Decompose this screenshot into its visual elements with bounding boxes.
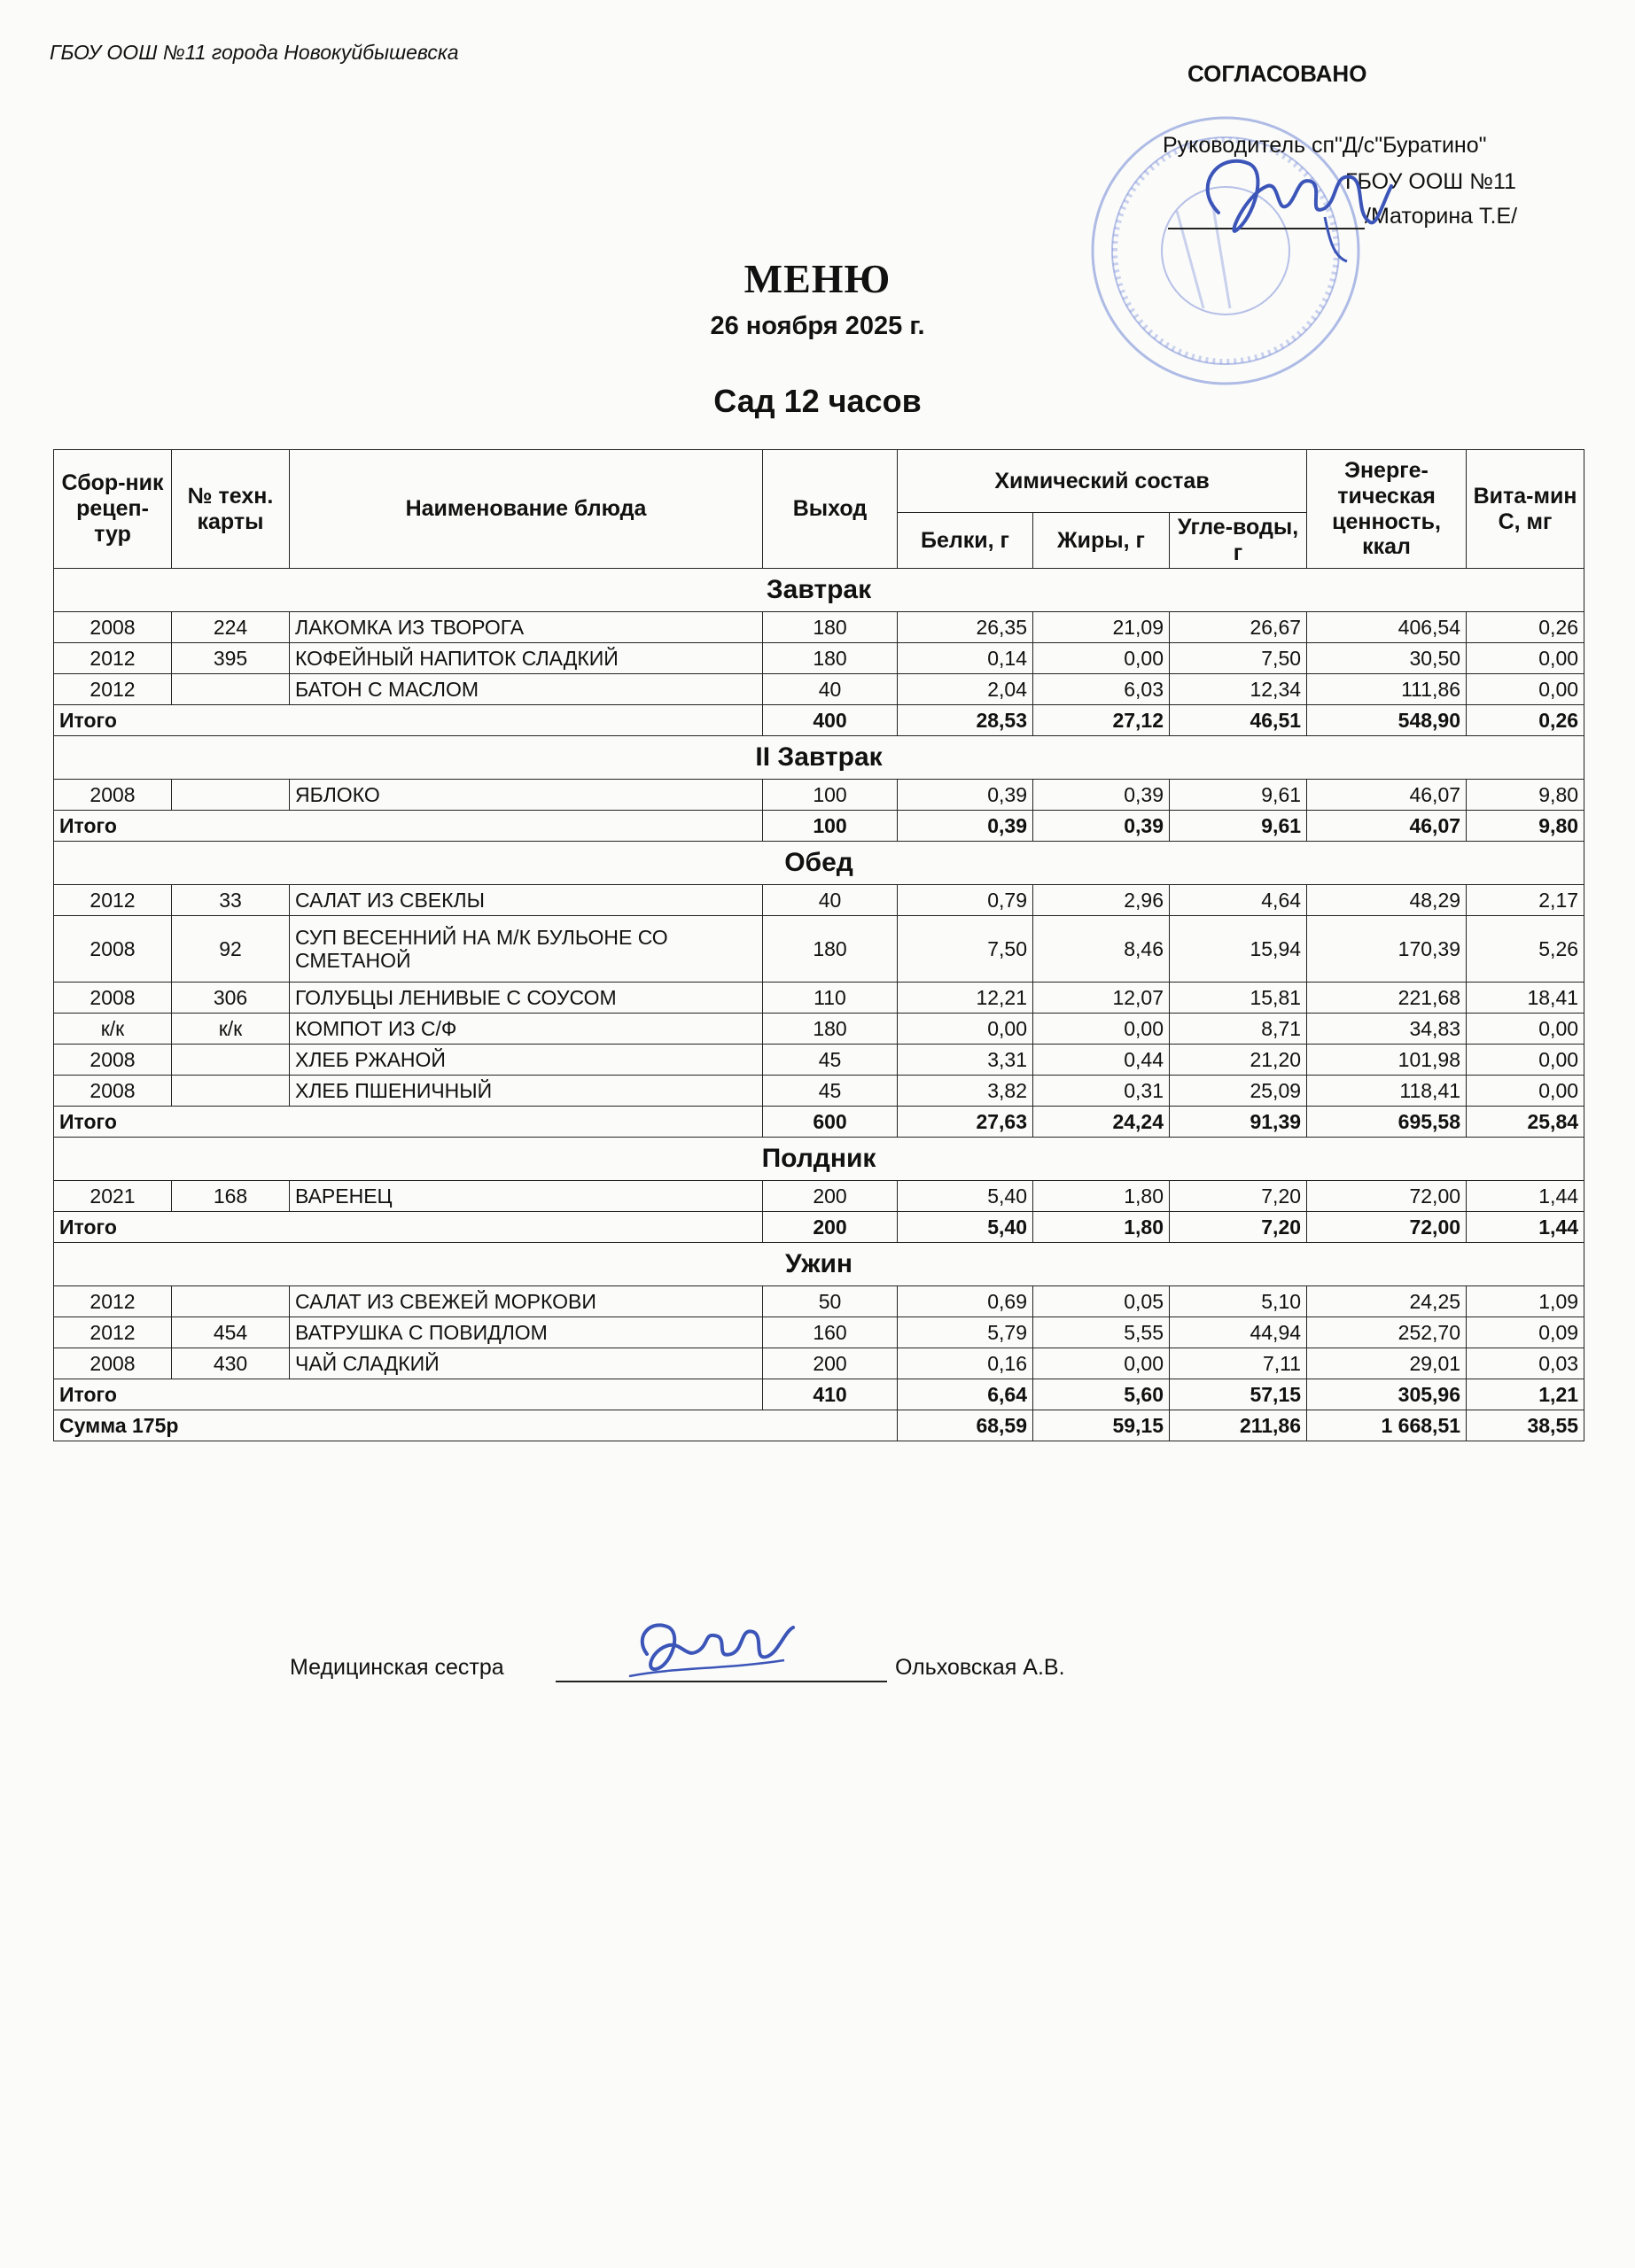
- energy-value: 118,41: [1307, 1076, 1467, 1107]
- tech-card-number: 454: [172, 1317, 290, 1348]
- total-energy: 695,58: [1307, 1107, 1467, 1138]
- total-label: Итого: [54, 1107, 763, 1138]
- energy-value: 30,50: [1307, 643, 1467, 674]
- grand-total-energy: 1 668,51: [1307, 1410, 1467, 1441]
- proteins-value: 0,69: [898, 1286, 1033, 1317]
- section-title: II Завтрак: [54, 736, 1584, 780]
- tech-card-number: [172, 1076, 290, 1107]
- dish-yield: 200: [763, 1181, 898, 1212]
- section-row: [54, 736, 1584, 780]
- total-row: [54, 811, 1584, 842]
- proteins-value: 3,82: [898, 1076, 1033, 1107]
- proteins-value: 3,31: [898, 1045, 1033, 1076]
- carbs-value: 44,94: [1170, 1317, 1307, 1348]
- section-row: [54, 1243, 1584, 1286]
- vitamin-c-value: 1,09: [1467, 1286, 1584, 1317]
- approval-signature: [1183, 133, 1396, 266]
- tech-card-number: 306: [172, 983, 290, 1014]
- energy-value: 252,70: [1307, 1317, 1467, 1348]
- total-fats: 5,60: [1033, 1379, 1170, 1410]
- dish-name: САЛАТ ИЗ СВЕКЛЫ: [290, 885, 763, 916]
- dish-row: [54, 983, 1584, 1014]
- dish-row: [54, 1348, 1584, 1379]
- recipe-collection: 2008: [54, 780, 172, 811]
- energy-value: 221,68: [1307, 983, 1467, 1014]
- carbs-value: 25,09: [1170, 1076, 1307, 1107]
- dish-yield: 50: [763, 1286, 898, 1317]
- proteins-value: 12,21: [898, 983, 1033, 1014]
- total-proteins: 27,63: [898, 1107, 1033, 1138]
- proteins-value: 2,04: [898, 674, 1033, 705]
- recipe-collection: 2012: [54, 1317, 172, 1348]
- vitamin-c-value: 0,00: [1467, 643, 1584, 674]
- dish-yield: 45: [763, 1045, 898, 1076]
- recipe-collection: 2008: [54, 1045, 172, 1076]
- header-fats: Жиры, г: [1033, 513, 1170, 569]
- total-yield: 600: [763, 1107, 898, 1138]
- recipe-collection: 2008: [54, 983, 172, 1014]
- tech-card-number: [172, 780, 290, 811]
- fats-value: 0,31: [1033, 1076, 1170, 1107]
- header-energy: Энерге-тическая ценность, ккал: [1307, 450, 1467, 569]
- total-energy: 72,00: [1307, 1212, 1467, 1243]
- dish-row: [54, 916, 1584, 983]
- total-energy: 46,07: [1307, 811, 1467, 842]
- energy-value: 24,25: [1307, 1286, 1467, 1317]
- dish-name: КОФЕЙНЫЙ НАПИТОК СЛАДКИЙ: [290, 643, 763, 674]
- section-row: [54, 569, 1584, 612]
- vitamin-c-value: 18,41: [1467, 983, 1584, 1014]
- recipe-collection: 2012: [54, 674, 172, 705]
- proteins-value: 7,50: [898, 916, 1033, 983]
- dish-name: ЛАКОМКА ИЗ ТВОРОГА: [290, 612, 763, 643]
- dish-row: [54, 674, 1584, 705]
- carbs-value: 4,64: [1170, 885, 1307, 916]
- carbs-value: 15,94: [1170, 916, 1307, 983]
- section-row: [54, 1138, 1584, 1181]
- section-row: [54, 842, 1584, 885]
- dish-row: [54, 1076, 1584, 1107]
- section-title: Завтрак: [54, 569, 1584, 612]
- recipe-collection: к/к: [54, 1014, 172, 1045]
- vitamin-c-value: 9,80: [1467, 780, 1584, 811]
- total-proteins: 5,40: [898, 1212, 1033, 1243]
- dish-name: ЧАЙ СЛАДКИЙ: [290, 1348, 763, 1379]
- dish-yield: 110: [763, 983, 898, 1014]
- section-title: Ужин: [54, 1243, 1584, 1286]
- total-row: [54, 1107, 1584, 1138]
- section-title: Полдник: [54, 1138, 1584, 1181]
- dish-row: [54, 1317, 1584, 1348]
- carbs-value: 15,81: [1170, 983, 1307, 1014]
- dish-name: САЛАТ ИЗ СВЕЖЕЙ МОРКОВИ: [290, 1286, 763, 1317]
- dish-row: [54, 1045, 1584, 1076]
- dish-yield: 160: [763, 1317, 898, 1348]
- energy-value: 48,29: [1307, 885, 1467, 916]
- grand-total-vitamin-c: 38,55: [1467, 1410, 1584, 1441]
- dish-name: ХЛЕБ ПШЕНИЧНЫЙ: [290, 1076, 763, 1107]
- total-fats: 1,80: [1033, 1212, 1170, 1243]
- tech-card-number: [172, 1045, 290, 1076]
- tech-card-number: 430: [172, 1348, 290, 1379]
- fats-value: 8,46: [1033, 916, 1170, 983]
- total-yield: 100: [763, 811, 898, 842]
- header-proteins: Белки, г: [898, 513, 1033, 569]
- dish-yield: 100: [763, 780, 898, 811]
- energy-value: 170,39: [1307, 916, 1467, 983]
- recipe-collection: 2012: [54, 885, 172, 916]
- carbs-value: 9,61: [1170, 780, 1307, 811]
- dish-name: ГОЛУБЦЫ ЛЕНИВЫЕ С СОУСОМ: [290, 983, 763, 1014]
- fats-value: 0,00: [1033, 643, 1170, 674]
- total-label: Итого: [54, 811, 763, 842]
- recipe-collection: 2012: [54, 643, 172, 674]
- recipe-collection: 2008: [54, 612, 172, 643]
- energy-value: 406,54: [1307, 612, 1467, 643]
- fats-value: 2,96: [1033, 885, 1170, 916]
- header-vitamin: Вита-мин С, мг: [1467, 450, 1584, 569]
- fats-value: 5,55: [1033, 1317, 1170, 1348]
- dish-name: ВАТРУШКА С ПОВИДЛОМ: [290, 1317, 763, 1348]
- fats-value: 1,80: [1033, 1181, 1170, 1212]
- carbs-value: 7,50: [1170, 643, 1307, 674]
- organization-name: ГБОУ ООШ №11 города Новокуйбышевска: [50, 41, 459, 64]
- dish-row: [54, 1181, 1584, 1212]
- document-title: МЕНЮ: [744, 256, 891, 301]
- fats-value: 0,39: [1033, 780, 1170, 811]
- carbs-value: 26,67: [1170, 612, 1307, 643]
- proteins-value: 5,40: [898, 1181, 1033, 1212]
- header-collection: Сбор-ник рецеп-тур: [54, 450, 172, 569]
- total-vitamin-c: 9,80: [1467, 811, 1584, 842]
- header-yield: Выход: [763, 450, 898, 569]
- carbs-value: 8,71: [1170, 1014, 1307, 1045]
- nurse-signature: [620, 1605, 798, 1689]
- total-energy: 548,90: [1307, 705, 1467, 736]
- tech-card-number: [172, 1286, 290, 1317]
- tech-card-number: [172, 674, 290, 705]
- dish-name: БАТОН С МАСЛОМ: [290, 674, 763, 705]
- total-proteins: 6,64: [898, 1379, 1033, 1410]
- nurse-name: Ольховская А.В.: [895, 1655, 1065, 1680]
- vitamin-c-value: 0,26: [1467, 612, 1584, 643]
- approval-position: Руководитель сп"Д/с"Буратино": [1163, 133, 1487, 158]
- grand-total-label: Сумма 175р: [54, 1410, 898, 1441]
- energy-value: 111,86: [1307, 674, 1467, 705]
- dish-name: КОМПОТ ИЗ С/Ф: [290, 1014, 763, 1045]
- total-carbs: 7,20: [1170, 1212, 1307, 1243]
- tech-card-number: 92: [172, 916, 290, 983]
- carbs-value: 7,11: [1170, 1348, 1307, 1379]
- proteins-value: 5,79: [898, 1317, 1033, 1348]
- vitamin-c-value: 0,00: [1467, 1045, 1584, 1076]
- fats-value: 12,07: [1033, 983, 1170, 1014]
- energy-value: 34,83: [1307, 1014, 1467, 1045]
- approval-organization: ГБОУ ООШ №11: [1345, 169, 1516, 194]
- dish-row: [54, 885, 1584, 916]
- total-vitamin-c: 1,44: [1467, 1212, 1584, 1243]
- total-carbs: 46,51: [1170, 705, 1307, 736]
- vitamin-c-value: 5,26: [1467, 916, 1584, 983]
- tech-card-number: 168: [172, 1181, 290, 1212]
- dish-yield: 40: [763, 885, 898, 916]
- section-title: Обед: [54, 842, 1584, 885]
- dish-name: ХЛЕБ РЖАНОЙ: [290, 1045, 763, 1076]
- dish-yield: 180: [763, 1014, 898, 1045]
- total-proteins: 28,53: [898, 705, 1033, 736]
- proteins-value: 0,39: [898, 780, 1033, 811]
- total-carbs: 9,61: [1170, 811, 1307, 842]
- grand-total-row: [54, 1410, 1584, 1441]
- recipe-collection: 2021: [54, 1181, 172, 1212]
- total-yield: 410: [763, 1379, 898, 1410]
- menu-table: [53, 449, 1584, 1441]
- carbs-value: 5,10: [1170, 1286, 1307, 1317]
- energy-value: 72,00: [1307, 1181, 1467, 1212]
- fats-value: 21,09: [1033, 612, 1170, 643]
- dish-row: [54, 1014, 1584, 1045]
- carbs-value: 21,20: [1170, 1045, 1307, 1076]
- approval-name: /Маторина Т.Е/: [1365, 204, 1518, 229]
- dish-yield: 180: [763, 612, 898, 643]
- dish-row: [54, 1286, 1584, 1317]
- header-tech-card: № техн. карты: [172, 450, 290, 569]
- recipe-collection: 2008: [54, 1076, 172, 1107]
- dish-yield: 180: [763, 643, 898, 674]
- energy-value: 46,07: [1307, 780, 1467, 811]
- fats-value: 0,00: [1033, 1014, 1170, 1045]
- vitamin-c-value: 0,03: [1467, 1348, 1584, 1379]
- fats-value: 0,05: [1033, 1286, 1170, 1317]
- vitamin-c-value: 1,44: [1467, 1181, 1584, 1212]
- tech-card-number: 33: [172, 885, 290, 916]
- fats-value: 0,44: [1033, 1045, 1170, 1076]
- total-label: Итого: [54, 1379, 763, 1410]
- nurse-label: Медицинская сестра: [290, 1655, 504, 1680]
- total-fats: 0,39: [1033, 811, 1170, 842]
- tech-card-number: к/к: [172, 1014, 290, 1045]
- carbs-value: 7,20: [1170, 1181, 1307, 1212]
- dish-name: СУП ВЕСЕННИЙ НА М/К БУЛЬОНЕ СО СМЕТАНОЙ: [290, 916, 763, 983]
- dish-name: ВАРЕНЕЦ: [290, 1181, 763, 1212]
- recipe-collection: 2008: [54, 1348, 172, 1379]
- proteins-value: 0,79: [898, 885, 1033, 916]
- total-proteins: 0,39: [898, 811, 1033, 842]
- total-yield: 400: [763, 705, 898, 736]
- header-carbs: Угле-воды, г: [1170, 513, 1307, 569]
- vitamin-c-value: 0,00: [1467, 674, 1584, 705]
- fats-value: 6,03: [1033, 674, 1170, 705]
- total-row: [54, 705, 1584, 736]
- total-yield: 200: [763, 1212, 898, 1243]
- vitamin-c-value: 0,09: [1467, 1317, 1584, 1348]
- total-row: [54, 1379, 1584, 1410]
- energy-value: 29,01: [1307, 1348, 1467, 1379]
- proteins-value: 26,35: [898, 612, 1033, 643]
- proteins-value: 0,00: [898, 1014, 1033, 1045]
- grand-total-fats: 59,15: [1033, 1410, 1170, 1441]
- menu-table-body: [54, 569, 1584, 1441]
- total-carbs: 91,39: [1170, 1107, 1307, 1138]
- total-vitamin-c: 0,26: [1467, 705, 1584, 736]
- header-chem: Химический состав: [898, 450, 1307, 513]
- tech-card-number: 224: [172, 612, 290, 643]
- total-vitamin-c: 1,21: [1467, 1379, 1584, 1410]
- grand-total-carbs: 211,86: [1170, 1410, 1307, 1441]
- total-vitamin-c: 25,84: [1467, 1107, 1584, 1138]
- header-dish: Наименование блюда: [290, 450, 763, 569]
- dish-yield: 45: [763, 1076, 898, 1107]
- dish-yield: 180: [763, 916, 898, 983]
- dish-yield: 200: [763, 1348, 898, 1379]
- tech-card-number: 395: [172, 643, 290, 674]
- total-carbs: 57,15: [1170, 1379, 1307, 1410]
- dish-yield: 40: [763, 674, 898, 705]
- carbs-value: 12,34: [1170, 674, 1307, 705]
- menu-date: 26 ноября 2025 г.: [710, 312, 925, 340]
- total-fats: 24,24: [1033, 1107, 1170, 1138]
- dish-row: [54, 612, 1584, 643]
- recipe-collection: 2012: [54, 1286, 172, 1317]
- recipe-collection: 2008: [54, 916, 172, 983]
- dish-row: [54, 643, 1584, 674]
- grand-total-proteins: 68,59: [898, 1410, 1033, 1441]
- proteins-value: 0,16: [898, 1348, 1033, 1379]
- fats-value: 0,00: [1033, 1348, 1170, 1379]
- dish-name: ЯБЛОКО: [290, 780, 763, 811]
- group-name: Сад 12 часов: [713, 383, 922, 419]
- proteins-value: 0,14: [898, 643, 1033, 674]
- vitamin-c-value: 0,00: [1467, 1014, 1584, 1045]
- total-label: Итого: [54, 1212, 763, 1243]
- total-energy: 305,96: [1307, 1379, 1467, 1410]
- dish-row: [54, 780, 1584, 811]
- vitamin-c-value: 2,17: [1467, 885, 1584, 916]
- vitamin-c-value: 0,00: [1467, 1076, 1584, 1107]
- approval-title: СОГЛАСОВАНО: [1187, 60, 1367, 87]
- total-label: Итого: [54, 705, 763, 736]
- total-fats: 27,12: [1033, 705, 1170, 736]
- total-row: [54, 1212, 1584, 1243]
- energy-value: 101,98: [1307, 1045, 1467, 1076]
